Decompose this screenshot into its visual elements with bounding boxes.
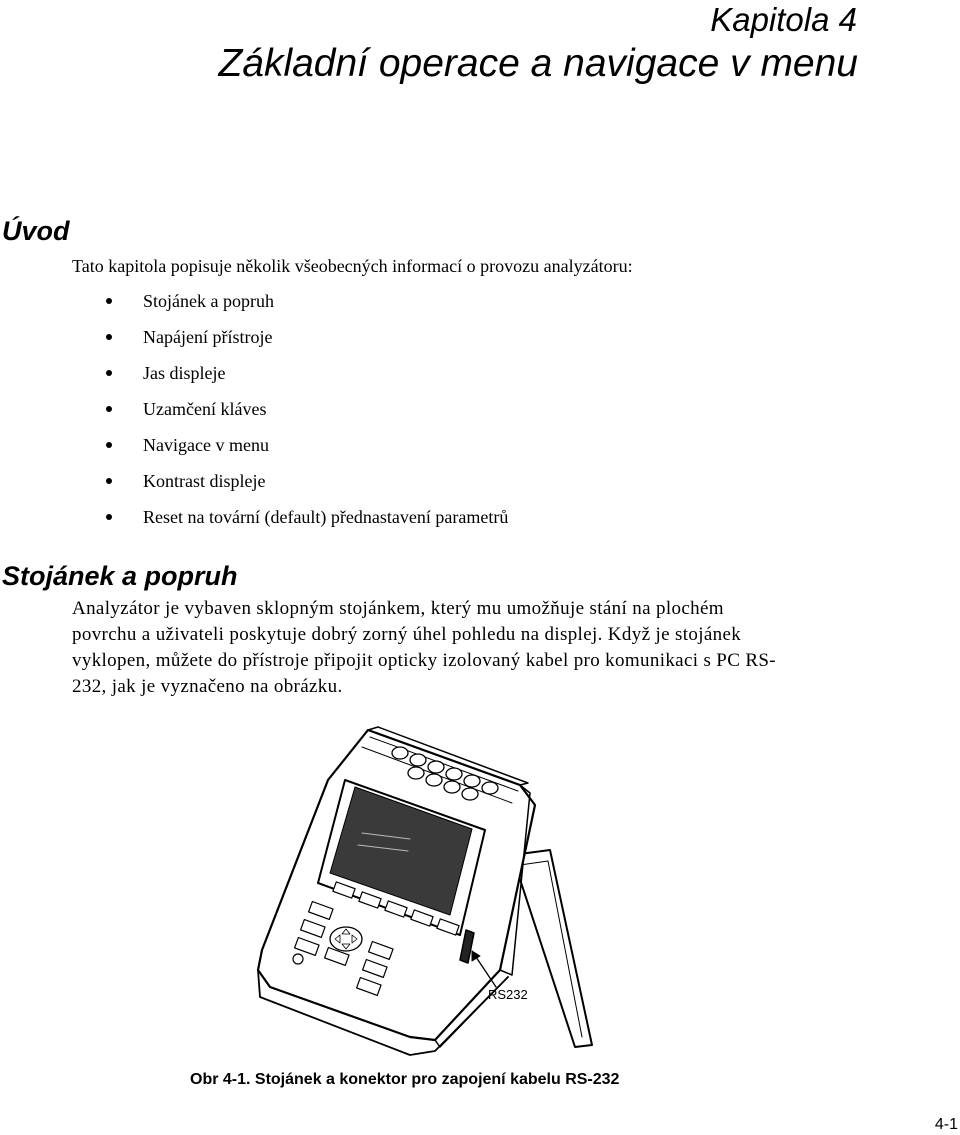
figure-caption: Obr 4-1. Stojánek a konektor pro zapojení kabelu RS-232 <box>190 1071 620 1088</box>
list-item <box>106 324 508 360</box>
list-item <box>106 288 508 324</box>
bullet-icon <box>106 514 112 520</box>
list-item-text: Navigace v menu <box>143 435 269 455</box>
paragraph-line: 232, jak je vyznačeno na obrázku. <box>72 676 343 697</box>
paragraph-line: povrchu a uživateli poskytuje dobrý zorný úhel pohledu na displej. Když je stojánek <box>72 624 742 645</box>
stand-paragraph <box>72 596 862 700</box>
chapter-label: Kapitola 4 <box>710 1 857 38</box>
bullet-icon <box>106 334 112 340</box>
list-item-text: Stojánek a popruh <box>143 291 274 311</box>
bullet-icon <box>106 478 112 484</box>
list-item-text: Jas displeje <box>143 363 226 383</box>
list-item <box>106 396 508 432</box>
intro-bullet-list <box>106 288 508 540</box>
bullet-icon <box>106 370 112 376</box>
intro-lead: Tato kapitola popisuje několik všeobecných informací o provozu analyzátoru: <box>72 256 633 276</box>
bullet-icon <box>106 298 112 304</box>
analyzer-figure <box>250 725 595 1065</box>
section-heading-intro: Úvod <box>2 216 70 246</box>
rs232-callout-label: RS232 <box>488 987 528 1002</box>
list-item <box>106 504 508 540</box>
analyzer-drawing-icon <box>250 725 595 1065</box>
chapter-title: Základní operace a navigace v menu <box>218 42 858 85</box>
list-item-text: Reset na tovární (default) přednastavení parametrů <box>143 507 509 527</box>
list-item-text: Napájení přístroje <box>143 327 273 347</box>
list-item <box>106 468 508 504</box>
list-item <box>106 432 508 468</box>
section-heading-stand: Stojánek a popruh <box>2 561 238 591</box>
paragraph-line: vyklopen, můžete do přístroje připojit opticky izolovaný kabel pro komunikaci s PC RS- <box>72 650 776 671</box>
list-item-text: Uzamčení kláves <box>143 399 267 419</box>
paragraph-line: Analyzátor je vybaven sklopným stojánkem, který mu umožňuje stání na plochém <box>72 598 724 619</box>
list-item-text: Kontrast displeje <box>143 471 266 491</box>
list-item <box>106 360 508 396</box>
bullet-icon <box>106 442 112 448</box>
bullet-icon <box>106 406 112 412</box>
page-number: 4-1 <box>934 1116 958 1133</box>
